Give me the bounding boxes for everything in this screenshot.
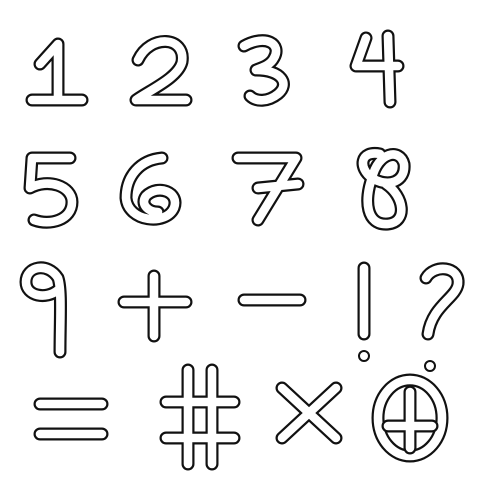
exclamation-dot <box>359 351 369 361</box>
question-dot <box>425 361 435 371</box>
